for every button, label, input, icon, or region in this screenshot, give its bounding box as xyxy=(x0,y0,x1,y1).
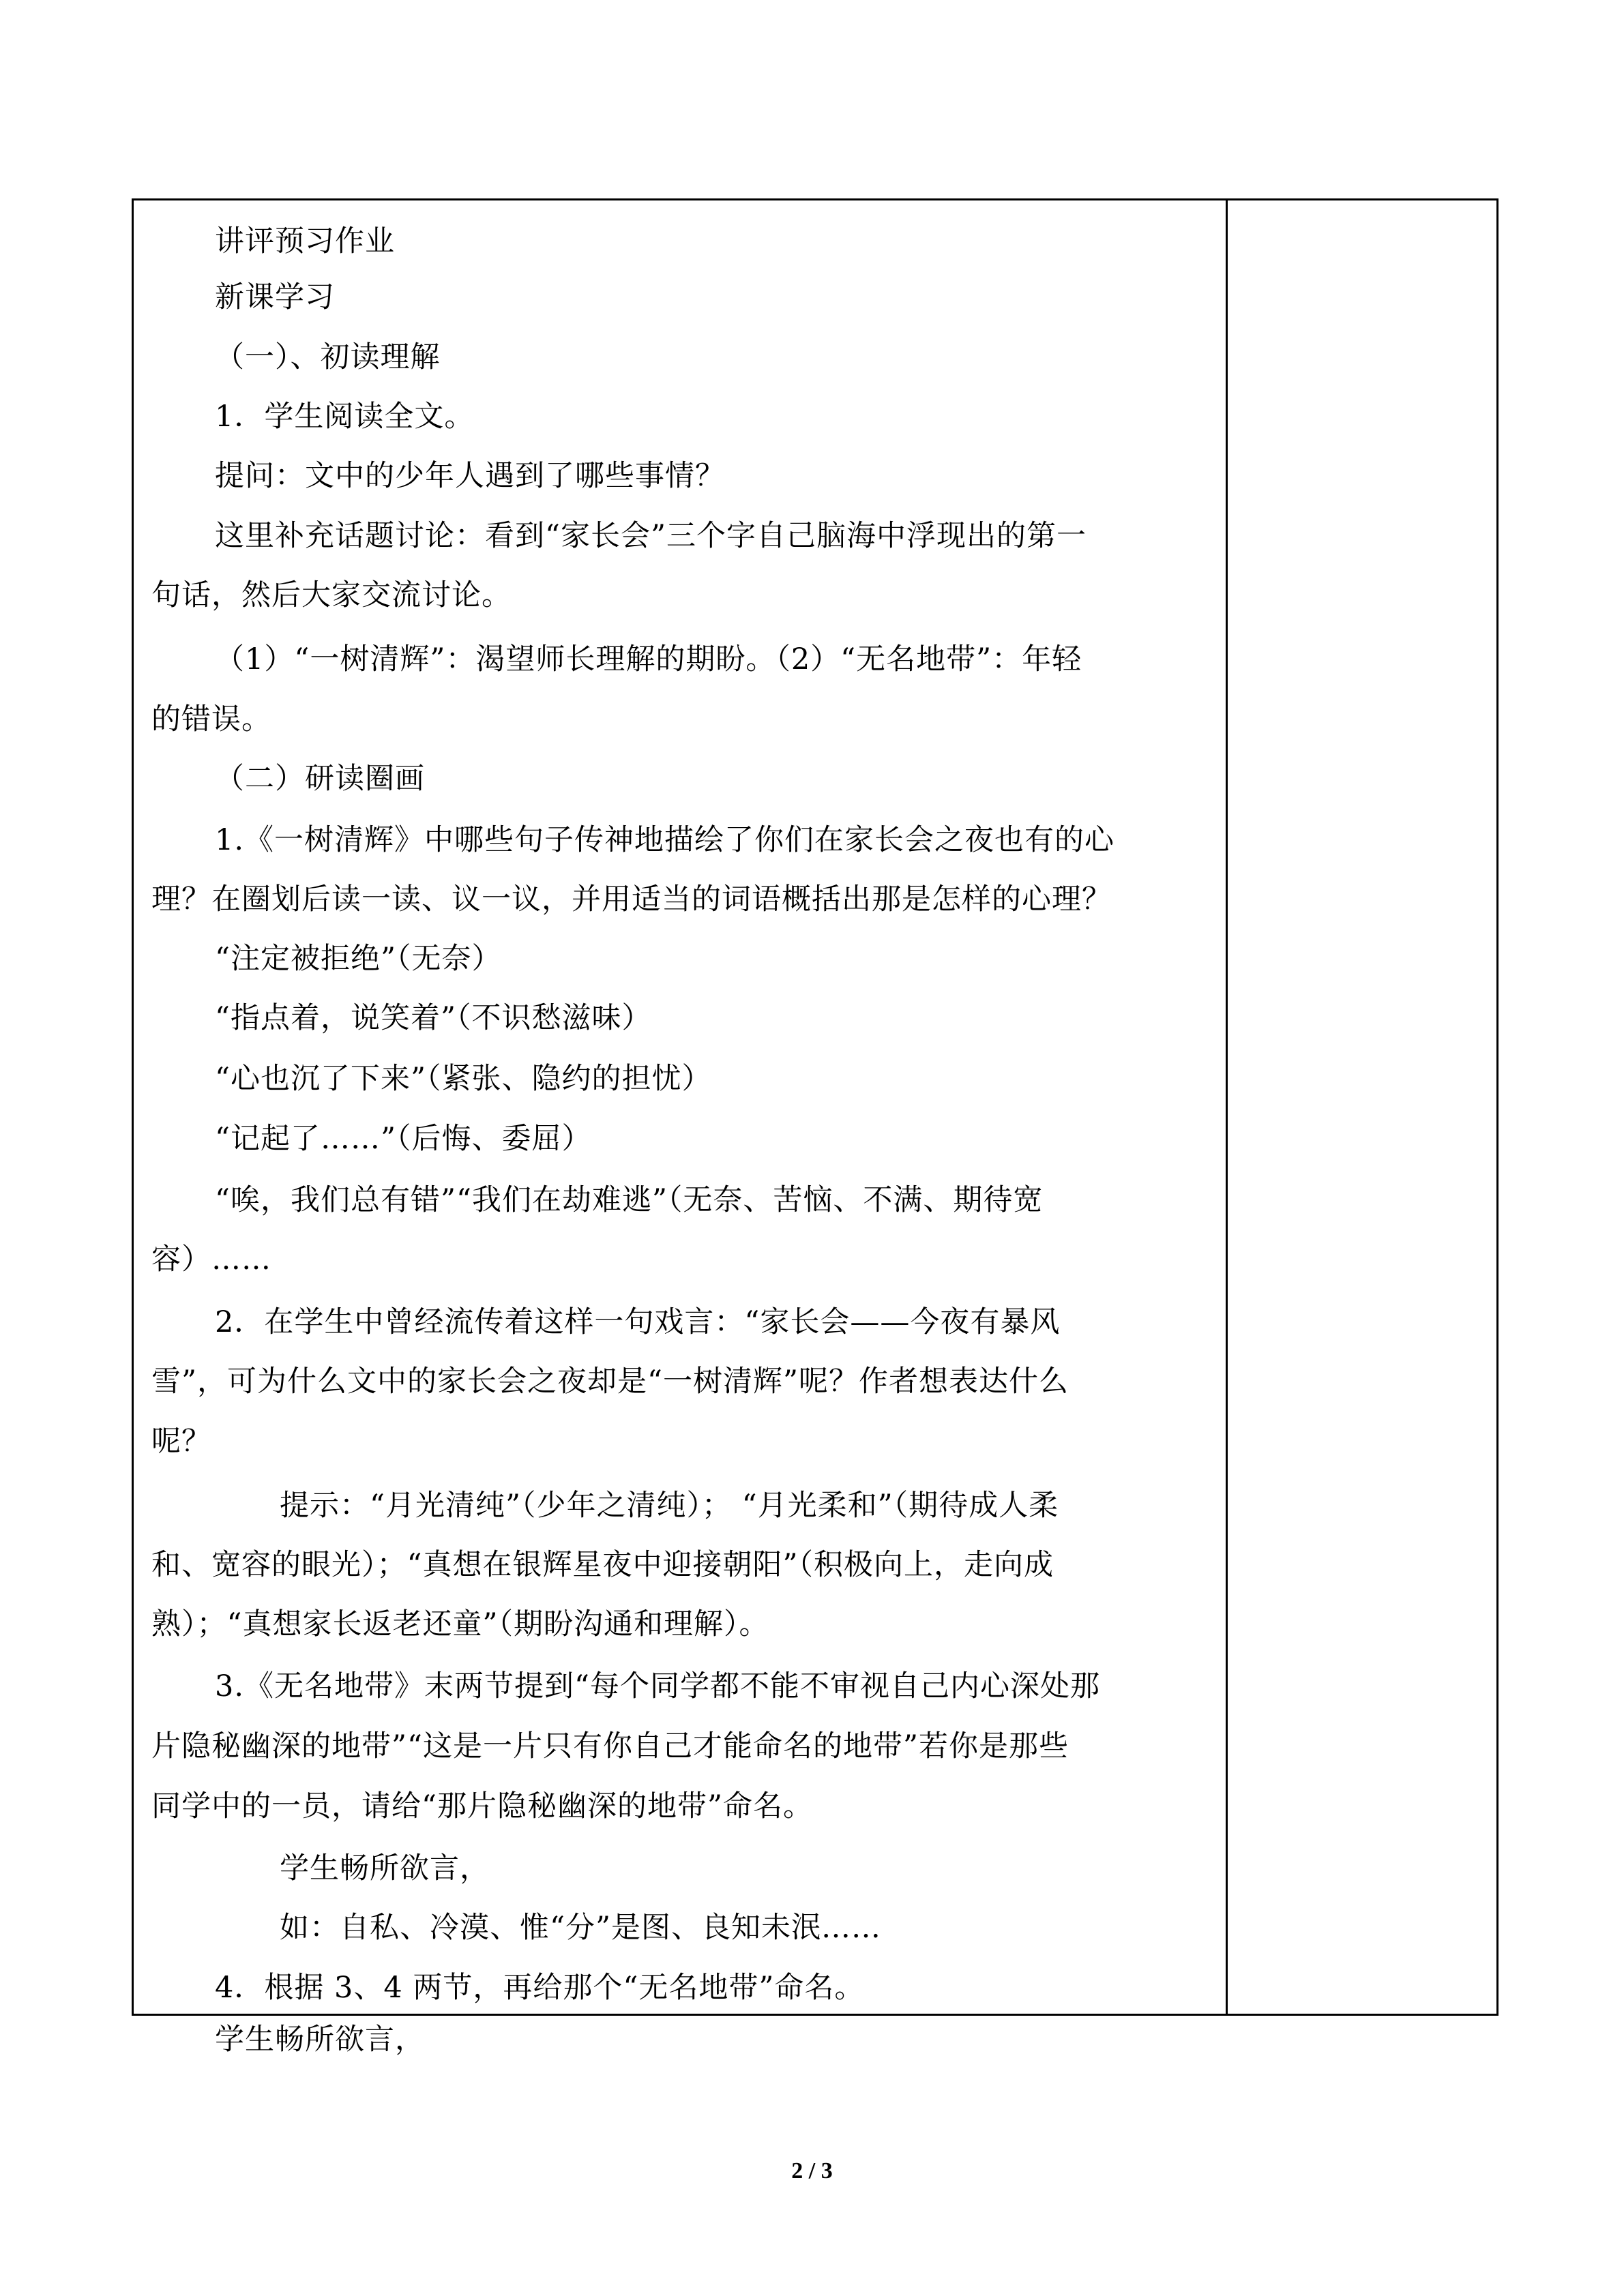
text-line: 熟）；“真想家长返老还童”（期盼沟通和理解）。 xyxy=(151,1607,769,1641)
text-line: 雪”，可为什么文中的家长会之夜却是“一树清辉”呢？作者想表达什么 xyxy=(151,1365,1069,1399)
text-line: “记起了……”（后悔、委屈） xyxy=(215,1122,592,1156)
text-line: 1.《一树清辉》中哪些句子传神地描绘了你们在家长会之夜也有的心 xyxy=(215,823,1115,857)
text-line: 容）…… xyxy=(151,1242,271,1277)
page-number: 2 / 3 xyxy=(791,2158,833,2183)
text-line: 和、宽容的眼光）；“真想在银辉星夜中迎接朝阳”（积极向上，走向成 xyxy=(151,1548,1054,1582)
text-line: 理？在圈划后读一读、议一议，并用适当的词语概括出那是怎样的心理？ xyxy=(151,882,1112,916)
text-line: 片隐秘幽深的地带”“这是一片只有你自己才能命名的地带”若你是那些 xyxy=(151,1729,1069,1763)
text-line: “指点着，说笑着”（不识愁滋味） xyxy=(215,1001,652,1035)
text-line: 新课学习 xyxy=(215,280,335,314)
text-line: 讲评预习作业 xyxy=(215,224,395,258)
text-line: 2．在学生中曾经流传着这样一句戏言：“家长会——今夜有暴风 xyxy=(215,1305,1061,1339)
text-line: 提示：“月光清纯”（少年之清纯）； “月光柔和”（期待成人柔 xyxy=(280,1489,1059,1523)
text-line: （一）、初读理解 xyxy=(215,340,441,374)
text-line: “心也沉了下来”（紧张、隐约的担忧） xyxy=(215,1062,712,1096)
text-line: （二）研读圈画 xyxy=(215,762,425,796)
text-line: （1）“一树清辉”：渴望师长理解的期盼。（2）“无名地带”：年轻 xyxy=(215,642,1082,676)
text-line: 学生畅所欲言， xyxy=(280,1851,490,1885)
text-line: “注定被拒绝”（无奈） xyxy=(215,942,502,976)
text-line: 这里补充话题讨论：看到“家长会”三个字自己脑海中浮现出的第一 xyxy=(215,519,1087,553)
text-line: 的错误。 xyxy=(151,702,271,736)
notes-column-divider xyxy=(1226,200,1228,2014)
text-line: 呢？ xyxy=(151,1425,211,1459)
text-line: 1．学生阅读全文。 xyxy=(215,400,475,434)
text-line: “唉，我们总有错”“我们在劫难逃”（无奈、苦恼、不满、期待宽 xyxy=(215,1183,1044,1217)
text-line: 如：自私、冷漠、惟“分”是图、良知未泯…… xyxy=(280,1911,881,1945)
text-line: 4．根据 3、4 两节，再给那个“无名地带”命名。 xyxy=(215,1971,865,2005)
text-line: 同学中的一员，请给“那片隐秘幽深的地带”命名。 xyxy=(151,1789,813,1823)
text-line: 3.《无名地带》末两节提到“每个同学都不能不审视自己内心深处那 xyxy=(215,1669,1101,1703)
text-line: 句话，然后大家交流讨论。 xyxy=(151,578,512,612)
text-line: 学生畅所欲言， xyxy=(215,2023,425,2057)
text-line: 提问：文中的少年人遇到了哪些事情？ xyxy=(215,459,725,493)
